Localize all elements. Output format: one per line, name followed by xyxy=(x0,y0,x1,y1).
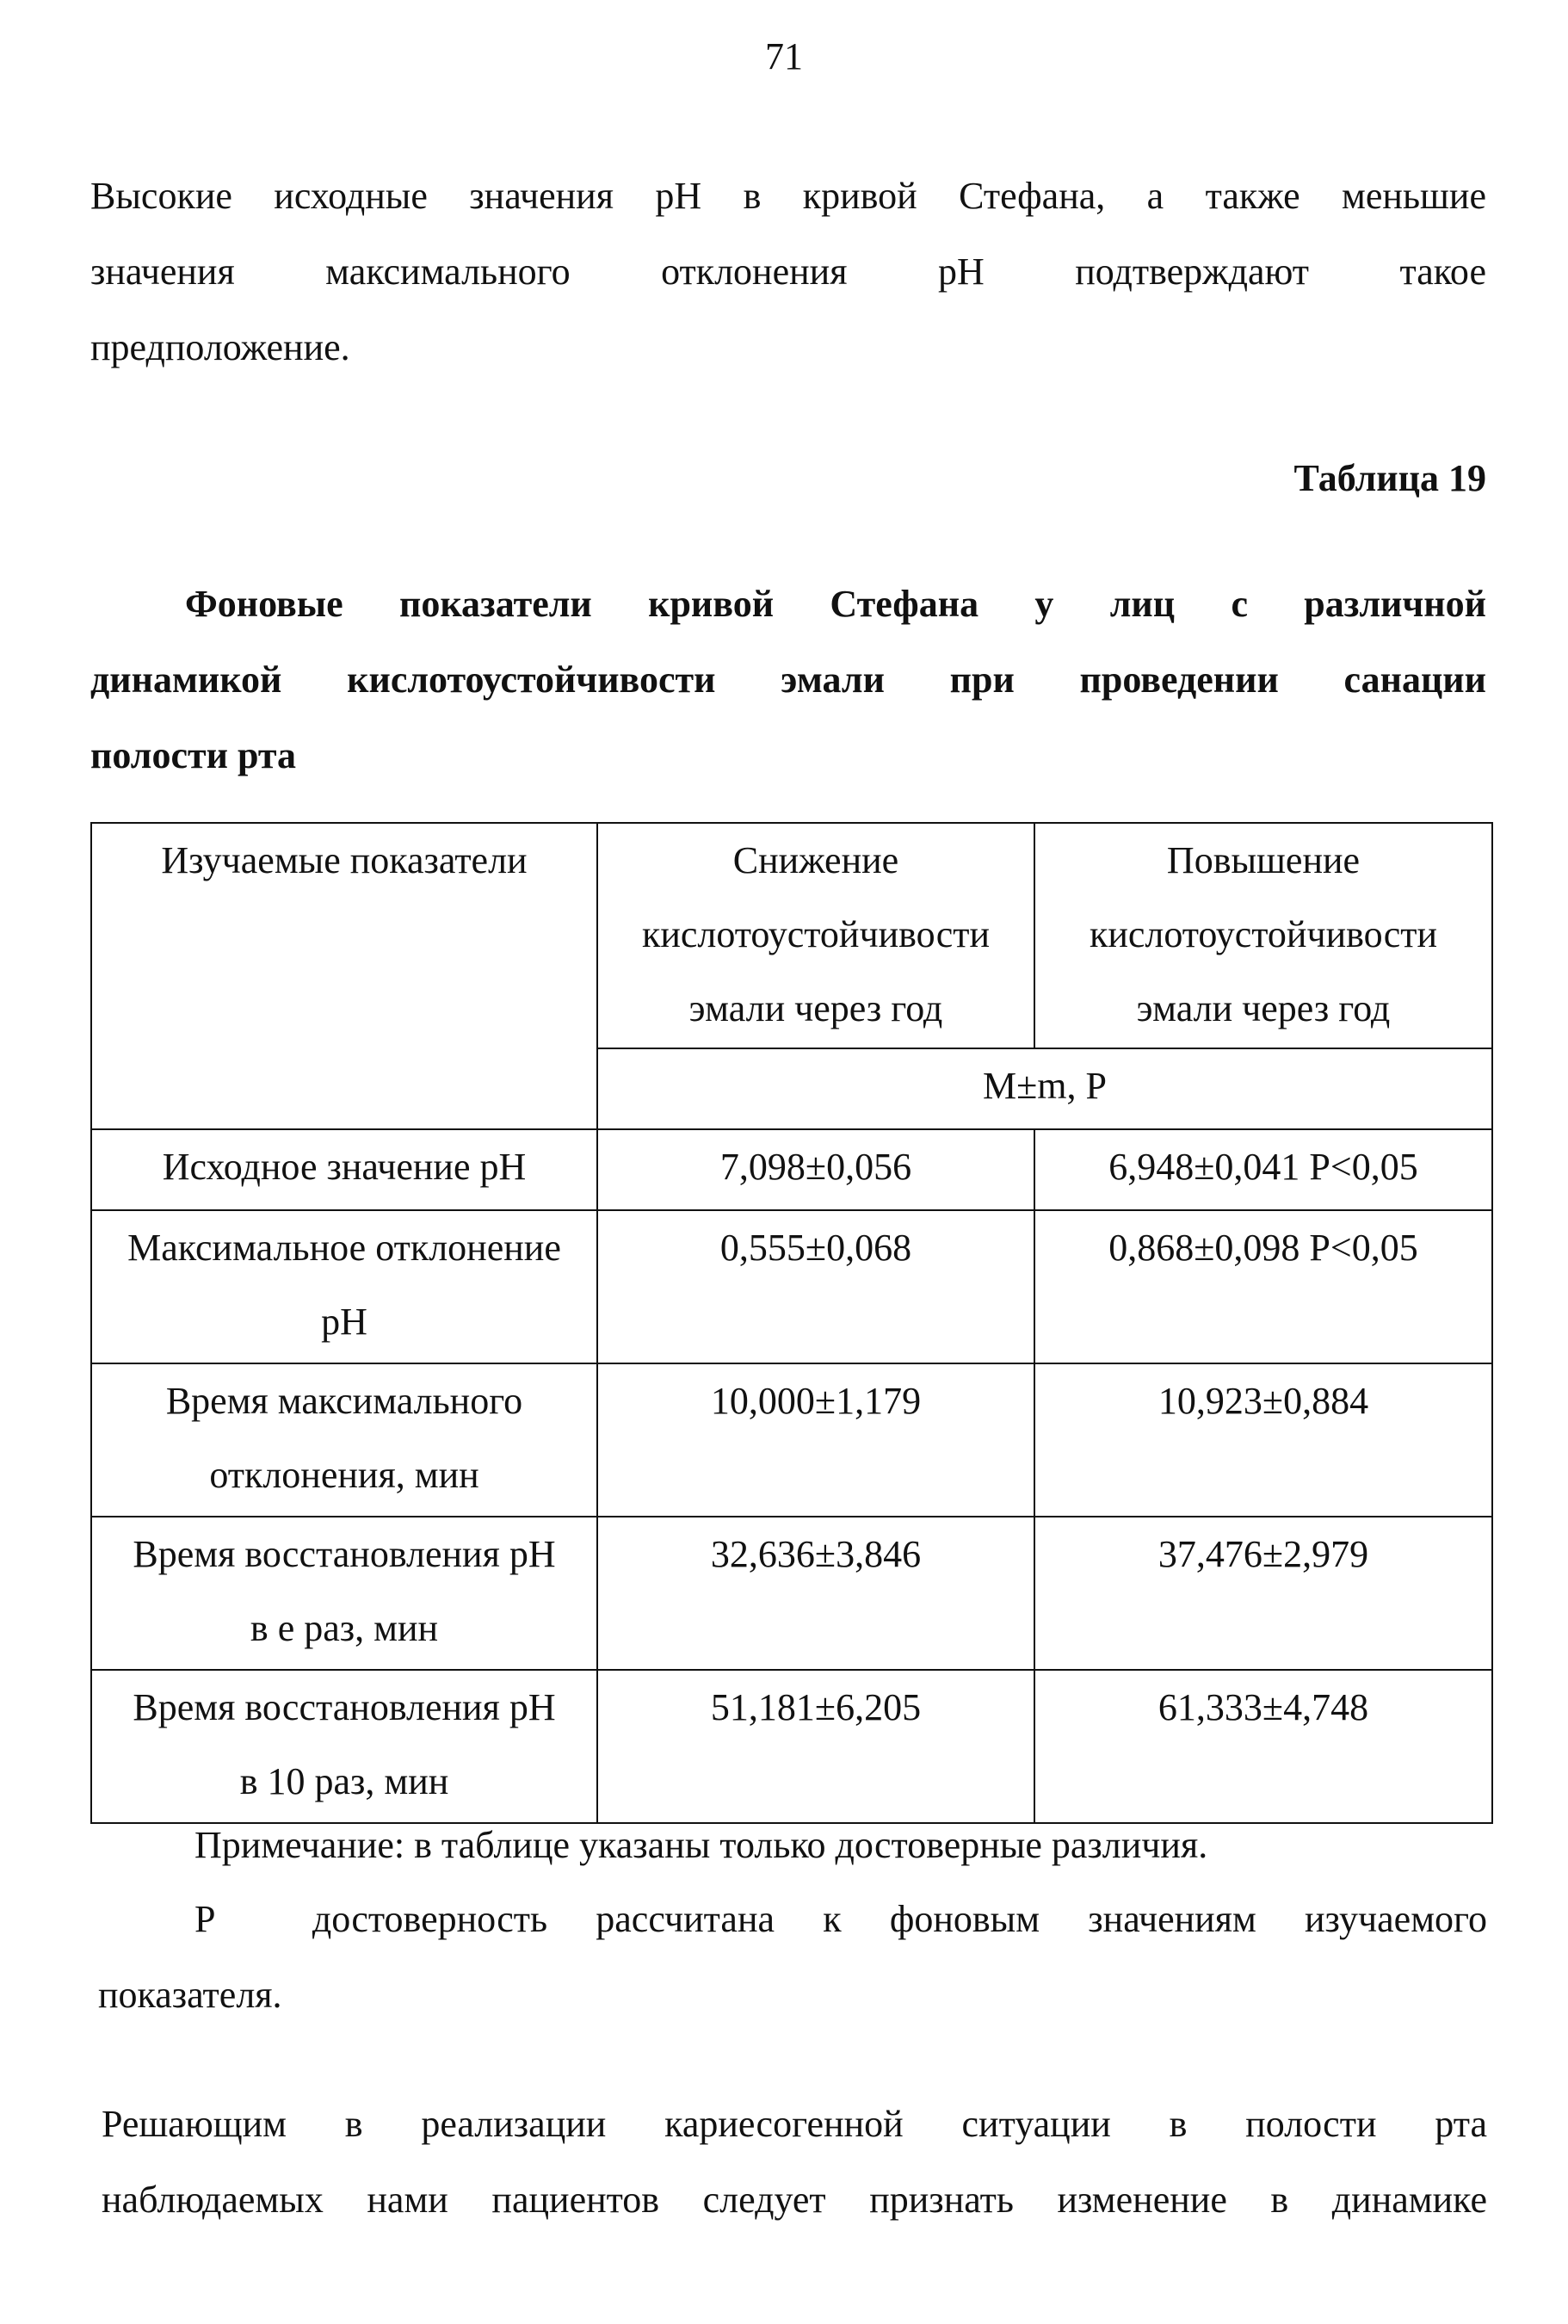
note-p-line-2: показателя. xyxy=(98,1974,282,2016)
row-label-line: Время восстановления рН xyxy=(133,1686,556,1728)
caption-line-1: Фоновые показатели кривой Стефана у лиц с различной xyxy=(185,583,1486,625)
table-row xyxy=(91,1129,1492,1210)
row-label xyxy=(91,1210,597,1363)
row-increase-value: 6,948±0,041 P<0,05 xyxy=(1034,1129,1492,1210)
header-decrease-line-2: кислотоустойчивости xyxy=(641,913,991,955)
header-decrease-line-1: Снижение xyxy=(732,839,899,881)
note-p-line-1: Р достоверность рассчитана к фоновым значениям изучаемого xyxy=(194,1898,1487,1940)
closing-line-2: наблюдаемых нами пациентов следует признать изменение в динамике xyxy=(102,2179,1487,2221)
header-indicators xyxy=(91,823,597,1129)
row-label-line: Время восстановления рН xyxy=(133,1533,556,1575)
row-increase-value: 37,476±2,979 xyxy=(1034,1517,1492,1670)
intro-line-1: Высокие исходные значения рН в кривой Стефана, а также меньшие xyxy=(90,175,1486,217)
row-label xyxy=(91,1129,597,1210)
row-decrease-value: 0,555±0,068 xyxy=(597,1210,1034,1363)
row-label-line: Время максимального xyxy=(165,1380,523,1422)
note-significant-differences: Примечание: в таблице указаны только достоверные различия. xyxy=(194,1824,1208,1866)
row-decrease-value: 10,000±1,179 xyxy=(597,1363,1034,1517)
caption-line-3: полости рта xyxy=(90,734,296,776)
row-label-line: Исходное значение рН xyxy=(162,1146,527,1188)
row-decrease-value: 7,098±0,056 xyxy=(597,1129,1034,1210)
row-label-line: в е раз, мин xyxy=(250,1607,439,1649)
data-table xyxy=(90,822,1493,1824)
intro-line-3: предположение. xyxy=(90,326,350,368)
row-label xyxy=(91,1670,597,1823)
table-header-row xyxy=(91,823,1492,1048)
header-increase xyxy=(1034,823,1492,1048)
table-row xyxy=(91,1210,1492,1363)
row-label xyxy=(91,1517,597,1670)
header-indicators-text: Изучаемые показатели xyxy=(161,839,528,881)
row-label-line: отклонения, мин xyxy=(209,1454,479,1496)
closing-line-1: Решающим в реализации кариесогенной ситуации в полости рта xyxy=(102,2103,1487,2145)
table-row xyxy=(91,1363,1492,1517)
row-label-line: рН xyxy=(321,1301,367,1343)
row-decrease-value: 32,636±3,846 xyxy=(597,1517,1034,1670)
row-decrease-value: 51,181±6,205 xyxy=(597,1670,1034,1823)
row-label-line: в 10 раз, мин xyxy=(239,1760,449,1802)
row-label xyxy=(91,1363,597,1517)
caption-line-2: динамикой кислотоустойчивости эмали при проведении санации xyxy=(90,658,1486,701)
table-label: Таблица 19 xyxy=(1293,457,1486,499)
header-decrease-line-3: эмали через год xyxy=(688,987,943,1029)
subheader-mean-error: M±m, P xyxy=(597,1048,1492,1129)
row-label-line: Максимальное отклонение xyxy=(127,1227,561,1269)
intro-line-2: значения максимального отклонения рН подтверждают такое xyxy=(90,250,1486,293)
header-decrease xyxy=(597,823,1034,1048)
row-increase-value: 61,333±4,748 xyxy=(1034,1670,1492,1823)
page-number: 71 xyxy=(765,35,803,77)
row-increase-value: 10,923±0,884 xyxy=(1034,1363,1492,1517)
table-row xyxy=(91,1517,1492,1670)
row-increase-value: 0,868±0,098 P<0,05 xyxy=(1034,1210,1492,1363)
header-increase-line-2: кислотоустойчивости xyxy=(1089,913,1438,955)
header-increase-line-3: эмали через год xyxy=(1136,987,1391,1029)
header-increase-line-1: Повышение xyxy=(1166,839,1361,881)
table-row xyxy=(91,1670,1492,1823)
